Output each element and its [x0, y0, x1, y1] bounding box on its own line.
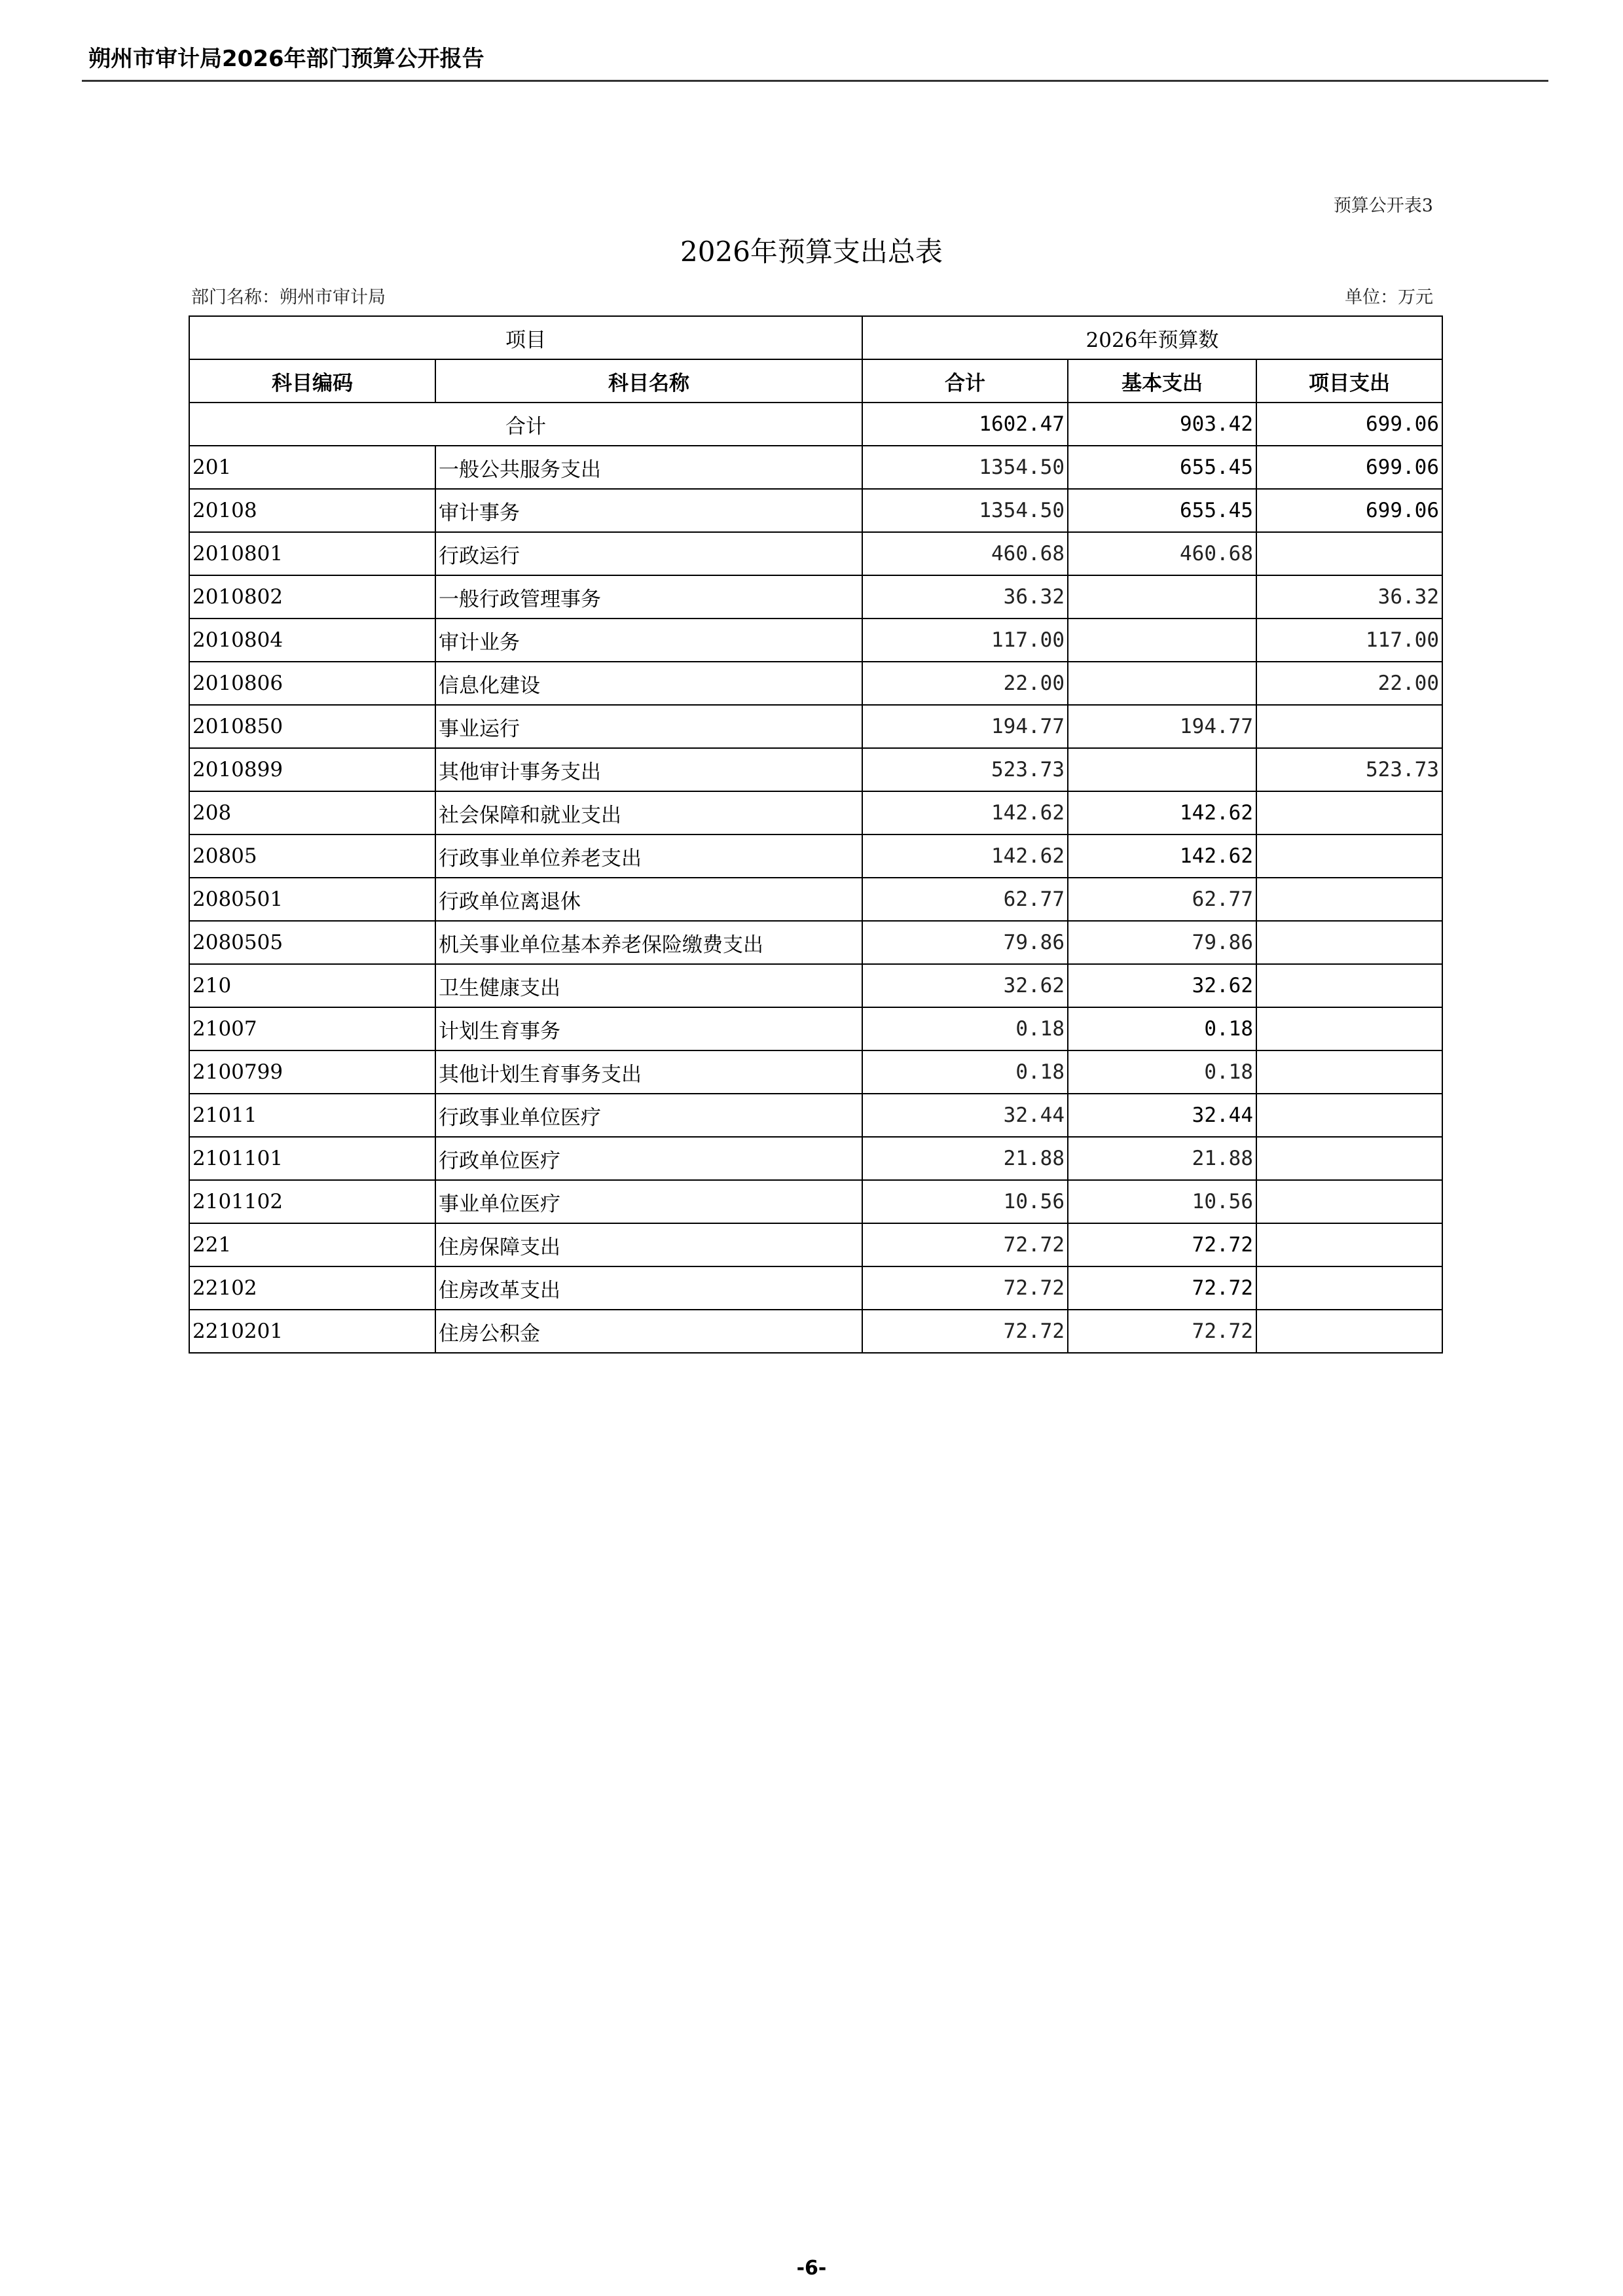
- table-row: [189, 791, 1442, 834]
- cell-code: 210: [189, 964, 435, 1007]
- cell-project: 22.00: [1256, 662, 1442, 705]
- table-row: [189, 446, 1442, 489]
- cell-code: 21007: [189, 1007, 435, 1050]
- cell-name: 住房改革支出: [435, 1266, 862, 1310]
- cell-project: [1256, 964, 1442, 1007]
- cell-name: 审计事务: [435, 489, 862, 532]
- cell-basic: 142.62: [1068, 834, 1256, 878]
- table-row: [189, 1266, 1442, 1310]
- table-row: [189, 964, 1442, 1007]
- cell-project: [1256, 834, 1442, 878]
- table-row: [189, 834, 1442, 878]
- cell-total: 523.73: [862, 748, 1068, 791]
- cell-basic: [1068, 619, 1256, 662]
- cell-project: 699.06: [1256, 489, 1442, 532]
- cell-name: 事业运行: [435, 705, 862, 748]
- cell-code: 20805: [189, 834, 435, 878]
- table-row: [189, 1223, 1442, 1266]
- cell-project: 523.73: [1256, 748, 1442, 791]
- cell-basic: 0.18: [1068, 1007, 1256, 1050]
- table-row: [189, 921, 1442, 964]
- cell-name: 一般行政管理事务: [435, 575, 862, 619]
- cell-basic: 194.77: [1068, 705, 1256, 748]
- cell-code: 22102: [189, 1266, 435, 1310]
- table-row: [189, 1310, 1442, 1353]
- cell-project: 117.00: [1256, 619, 1442, 662]
- total-row-project: 699.06: [1256, 403, 1442, 446]
- cell-basic: 10.56: [1068, 1180, 1256, 1223]
- table-row: [189, 619, 1442, 662]
- cell-basic: [1068, 662, 1256, 705]
- cell-project: [1256, 1266, 1442, 1310]
- group-header-budget: 2026年预算数: [862, 316, 1442, 359]
- cell-total: 21.88: [862, 1137, 1068, 1180]
- cell-code: 221: [189, 1223, 435, 1266]
- cell-total: 10.56: [862, 1180, 1068, 1223]
- cell-project: [1256, 921, 1442, 964]
- cell-total: 142.62: [862, 834, 1068, 878]
- cell-code: 21011: [189, 1094, 435, 1137]
- cell-project: [1256, 1007, 1442, 1050]
- cell-code: 2010802: [189, 575, 435, 619]
- cell-project: [1256, 705, 1442, 748]
- budget-expenditure-table: [189, 315, 1443, 1354]
- column-header-total: 合计: [862, 359, 1068, 403]
- cell-total: 32.62: [862, 964, 1068, 1007]
- cell-name: 行政单位离退休: [435, 878, 862, 921]
- cell-name: 住房保障支出: [435, 1223, 862, 1266]
- cell-code: 2210201: [189, 1310, 435, 1353]
- cell-code: 208: [189, 791, 435, 834]
- cell-name: 信息化建设: [435, 662, 862, 705]
- table-row: [189, 532, 1442, 575]
- cell-name: 其他审计事务支出: [435, 748, 862, 791]
- cell-total: 1354.50: [862, 489, 1068, 532]
- form-number: 预算公开表3: [1333, 196, 1433, 216]
- cell-project: [1256, 1310, 1442, 1353]
- cell-basic: 655.45: [1068, 446, 1256, 489]
- cell-total: 117.00: [862, 619, 1068, 662]
- header-divider: [82, 80, 1548, 82]
- cell-total: 72.72: [862, 1266, 1068, 1310]
- cell-name: 社会保障和就业支出: [435, 791, 862, 834]
- column-header-row: [189, 359, 1442, 403]
- table-row: [189, 1007, 1442, 1050]
- cell-basic: 32.62: [1068, 964, 1256, 1007]
- table-row: [189, 575, 1442, 619]
- cell-project: [1256, 1094, 1442, 1137]
- cell-basic: 142.62: [1068, 791, 1256, 834]
- report-header-title: 朔州市审计局2026年部门预算公开报告: [88, 46, 484, 72]
- cell-name: 卫生健康支出: [435, 964, 862, 1007]
- cell-code: 2101102: [189, 1180, 435, 1223]
- cell-total: 62.77: [862, 878, 1068, 921]
- cell-code: 2010806: [189, 662, 435, 705]
- cell-code: 2080505: [189, 921, 435, 964]
- table-row: [189, 878, 1442, 921]
- cell-total: 72.72: [862, 1223, 1068, 1266]
- column-header-name: 科目名称: [435, 359, 862, 403]
- cell-name: 行政运行: [435, 532, 862, 575]
- group-header-row: [189, 316, 1442, 359]
- table-row: [189, 662, 1442, 705]
- table-row: [189, 1180, 1442, 1223]
- total-row-label: 合计: [189, 403, 862, 446]
- cell-code: 2010850: [189, 705, 435, 748]
- table-row: [189, 748, 1442, 791]
- cell-code: 2100799: [189, 1050, 435, 1094]
- cell-total: 194.77: [862, 705, 1068, 748]
- cell-total: 32.44: [862, 1094, 1068, 1137]
- total-row-total: 1602.47: [862, 403, 1068, 446]
- table-row: [189, 705, 1442, 748]
- table-row: [189, 1137, 1442, 1180]
- cell-project: [1256, 1180, 1442, 1223]
- group-header-item: 项目: [189, 316, 862, 359]
- cell-name: 行政事业单位养老支出: [435, 834, 862, 878]
- cell-basic: 62.77: [1068, 878, 1256, 921]
- table-row: [189, 489, 1442, 532]
- cell-basic: [1068, 748, 1256, 791]
- cell-code: 2101101: [189, 1137, 435, 1180]
- cell-code: 2010801: [189, 532, 435, 575]
- department-name: 部门名称：朔州市审计局: [191, 287, 386, 308]
- cell-code: 2010899: [189, 748, 435, 791]
- cell-total: 142.62: [862, 791, 1068, 834]
- cell-basic: 72.72: [1068, 1310, 1256, 1353]
- cell-code: 201: [189, 446, 435, 489]
- table-row: [189, 1050, 1442, 1094]
- cell-project: [1256, 1050, 1442, 1094]
- cell-code: 20108: [189, 489, 435, 532]
- cell-name: 住房公积金: [435, 1310, 862, 1353]
- cell-total: 1354.50: [862, 446, 1068, 489]
- cell-basic: 79.86: [1068, 921, 1256, 964]
- column-header-project: 项目支出: [1256, 359, 1442, 403]
- cell-total: 36.32: [862, 575, 1068, 619]
- total-row-basic: 903.42: [1068, 403, 1256, 446]
- cell-name: 机关事业单位基本养老保险缴费支出: [435, 921, 862, 964]
- cell-basic: 460.68: [1068, 532, 1256, 575]
- cell-project: [1256, 1137, 1442, 1180]
- column-header-code: 科目编码: [189, 359, 435, 403]
- cell-total: 0.18: [862, 1007, 1068, 1050]
- cell-name: 计划生育事务: [435, 1007, 862, 1050]
- page-number: -6-: [796, 2257, 827, 2280]
- cell-basic: [1068, 575, 1256, 619]
- table-row: [189, 1094, 1442, 1137]
- cell-basic: 655.45: [1068, 489, 1256, 532]
- cell-total: 79.86: [862, 921, 1068, 964]
- column-header-basic: 基本支出: [1068, 359, 1256, 403]
- unit-label: 单位：万元: [1345, 287, 1433, 308]
- cell-total: 72.72: [862, 1310, 1068, 1353]
- cell-name: 行政事业单位医疗: [435, 1094, 862, 1137]
- cell-code: 2080501: [189, 878, 435, 921]
- cell-total: 460.68: [862, 532, 1068, 575]
- cell-project: [1256, 532, 1442, 575]
- cell-total: 22.00: [862, 662, 1068, 705]
- cell-name: 其他计划生育事务支出: [435, 1050, 862, 1094]
- cell-name: 审计业务: [435, 619, 862, 662]
- cell-basic: 72.72: [1068, 1266, 1256, 1310]
- cell-project: [1256, 1223, 1442, 1266]
- cell-code: 2010804: [189, 619, 435, 662]
- cell-project: [1256, 791, 1442, 834]
- cell-basic: 72.72: [1068, 1223, 1256, 1266]
- cell-project: 699.06: [1256, 446, 1442, 489]
- cell-basic: 21.88: [1068, 1137, 1256, 1180]
- cell-name: 行政单位医疗: [435, 1137, 862, 1180]
- table-title: 2026年预算支出总表: [680, 236, 943, 268]
- cell-name: 一般公共服务支出: [435, 446, 862, 489]
- cell-total: 0.18: [862, 1050, 1068, 1094]
- cell-project: [1256, 878, 1442, 921]
- cell-project: 36.32: [1256, 575, 1442, 619]
- cell-basic: 0.18: [1068, 1050, 1256, 1094]
- total-row: [189, 403, 1442, 446]
- cell-basic: 32.44: [1068, 1094, 1256, 1137]
- cell-name: 事业单位医疗: [435, 1180, 862, 1223]
